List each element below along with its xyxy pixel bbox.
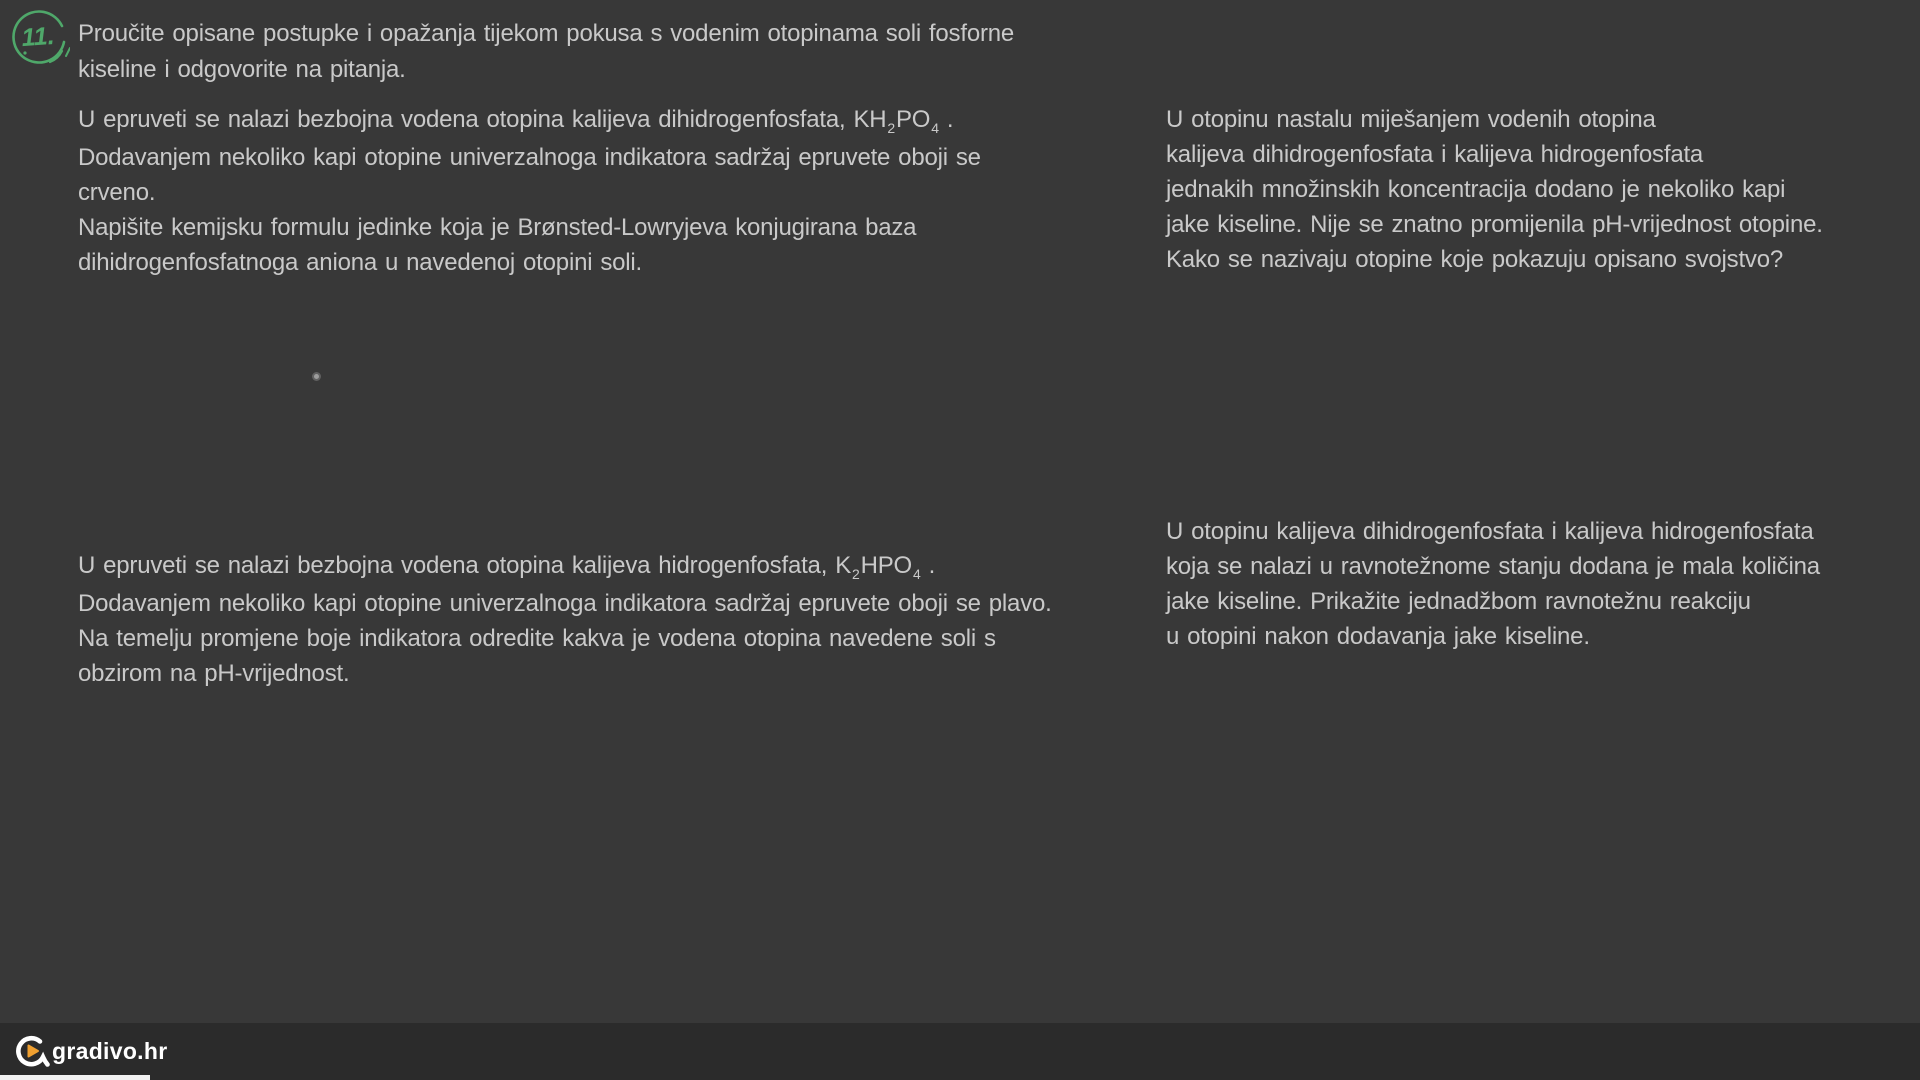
text-line bbox=[78, 548, 1052, 586]
formula-subscript: 2 bbox=[887, 120, 895, 136]
intro-line-2: kiseline i odgovorite na pitanja. bbox=[78, 56, 406, 83]
text-line: jake kiseline. Prikažite jednadžbom ravnotežnu reakciju bbox=[1166, 588, 1751, 615]
formula-part: HPO bbox=[860, 552, 913, 579]
question-intro bbox=[78, 16, 1014, 88]
question-number-badge bbox=[10, 8, 70, 68]
formula-subscript: 4 bbox=[931, 120, 939, 136]
dust-speck bbox=[312, 372, 321, 381]
formula-part: PO bbox=[896, 106, 931, 133]
chemical-formula-k2hpo4 bbox=[835, 552, 921, 582]
text-line: koja se nalazi u ravnotežnome stanju dodana je mala količina bbox=[1166, 553, 1820, 580]
text-line: jednakih množinskih koncentracija dodano je nekoliko kapi bbox=[1166, 176, 1786, 203]
text-segment: U epruveti se nalazi bezbojna vodena otopina kalijeva hidrogenfosfata, bbox=[78, 552, 828, 579]
text-line: Napišite kemijsku formulu jedinke koja je Brønsted-Lowryjeva konjugirana baza bbox=[78, 214, 917, 241]
formula-part: KH bbox=[853, 106, 887, 133]
footer-bar bbox=[0, 1023, 1920, 1080]
gradivo-g-play-icon bbox=[14, 1034, 50, 1070]
text-line: U otopinu kalijeva dihidrogenfosfata i kalijeva hidrogenfosfata bbox=[1166, 518, 1814, 545]
text-line: kalijeva dihidrogenfosfata i kalijeva hidrogenfosfata bbox=[1166, 141, 1704, 168]
text-line bbox=[78, 102, 981, 140]
text-line: obzirom na pH-vrijednost. bbox=[78, 660, 350, 687]
text-line: crveno. bbox=[78, 179, 156, 206]
formula-subscript: 4 bbox=[913, 566, 921, 582]
text-line: Na temelju promjene boje indikatora odredite kakva je vodena otopina navedene soli s bbox=[78, 625, 996, 652]
question-number: 11. bbox=[20, 21, 56, 52]
task-left-top bbox=[78, 102, 981, 280]
text-line: U otopinu nastalu miješanjem vodenih otopina bbox=[1166, 106, 1656, 133]
intro-line-1: Proučite opisane postupke i opažanja tijekom pokusa s vodenim otopinama soli fosforne bbox=[78, 20, 1015, 47]
bottom-left-strip bbox=[0, 1075, 150, 1080]
chemical-formula-kh2po4 bbox=[853, 106, 939, 136]
text-line: Dodavanjem nekoliko kapi otopine univerzalnoga indikatora sadržaj epruvete oboji se plavo. bbox=[78, 590, 1052, 617]
text-segment: U epruveti se nalazi bezbojna vodena otopina kalijeva dihidrogenfosfata, bbox=[78, 106, 846, 133]
task-right-bottom bbox=[1166, 514, 1820, 654]
formula-part: K bbox=[835, 552, 851, 579]
text-line: dihidrogenfosfatnoga aniona u navedenoj otopini soli. bbox=[78, 249, 643, 276]
text-line: Kako se nazivaju otopine koje pokazuju opisano svojstvo? bbox=[1166, 246, 1784, 273]
text-line: u otopini nakon dodavanja jake kiseline. bbox=[1166, 623, 1590, 650]
formula-period: . bbox=[928, 552, 936, 579]
formula-subscript: 2 bbox=[852, 566, 860, 582]
formula-period: . bbox=[946, 106, 954, 133]
brand-name: gradivo.hr bbox=[52, 1038, 168, 1064]
text-line: jake kiseline. Nije se znatno promijenila pH-vrijednost otopine. bbox=[1166, 211, 1823, 238]
task-left-bottom bbox=[78, 548, 1052, 691]
text-line: Dodavanjem nekoliko kapi otopine univerzalnoga indikatora sadržaj epruvete oboji se bbox=[78, 144, 981, 171]
task-right-top bbox=[1166, 102, 1823, 277]
